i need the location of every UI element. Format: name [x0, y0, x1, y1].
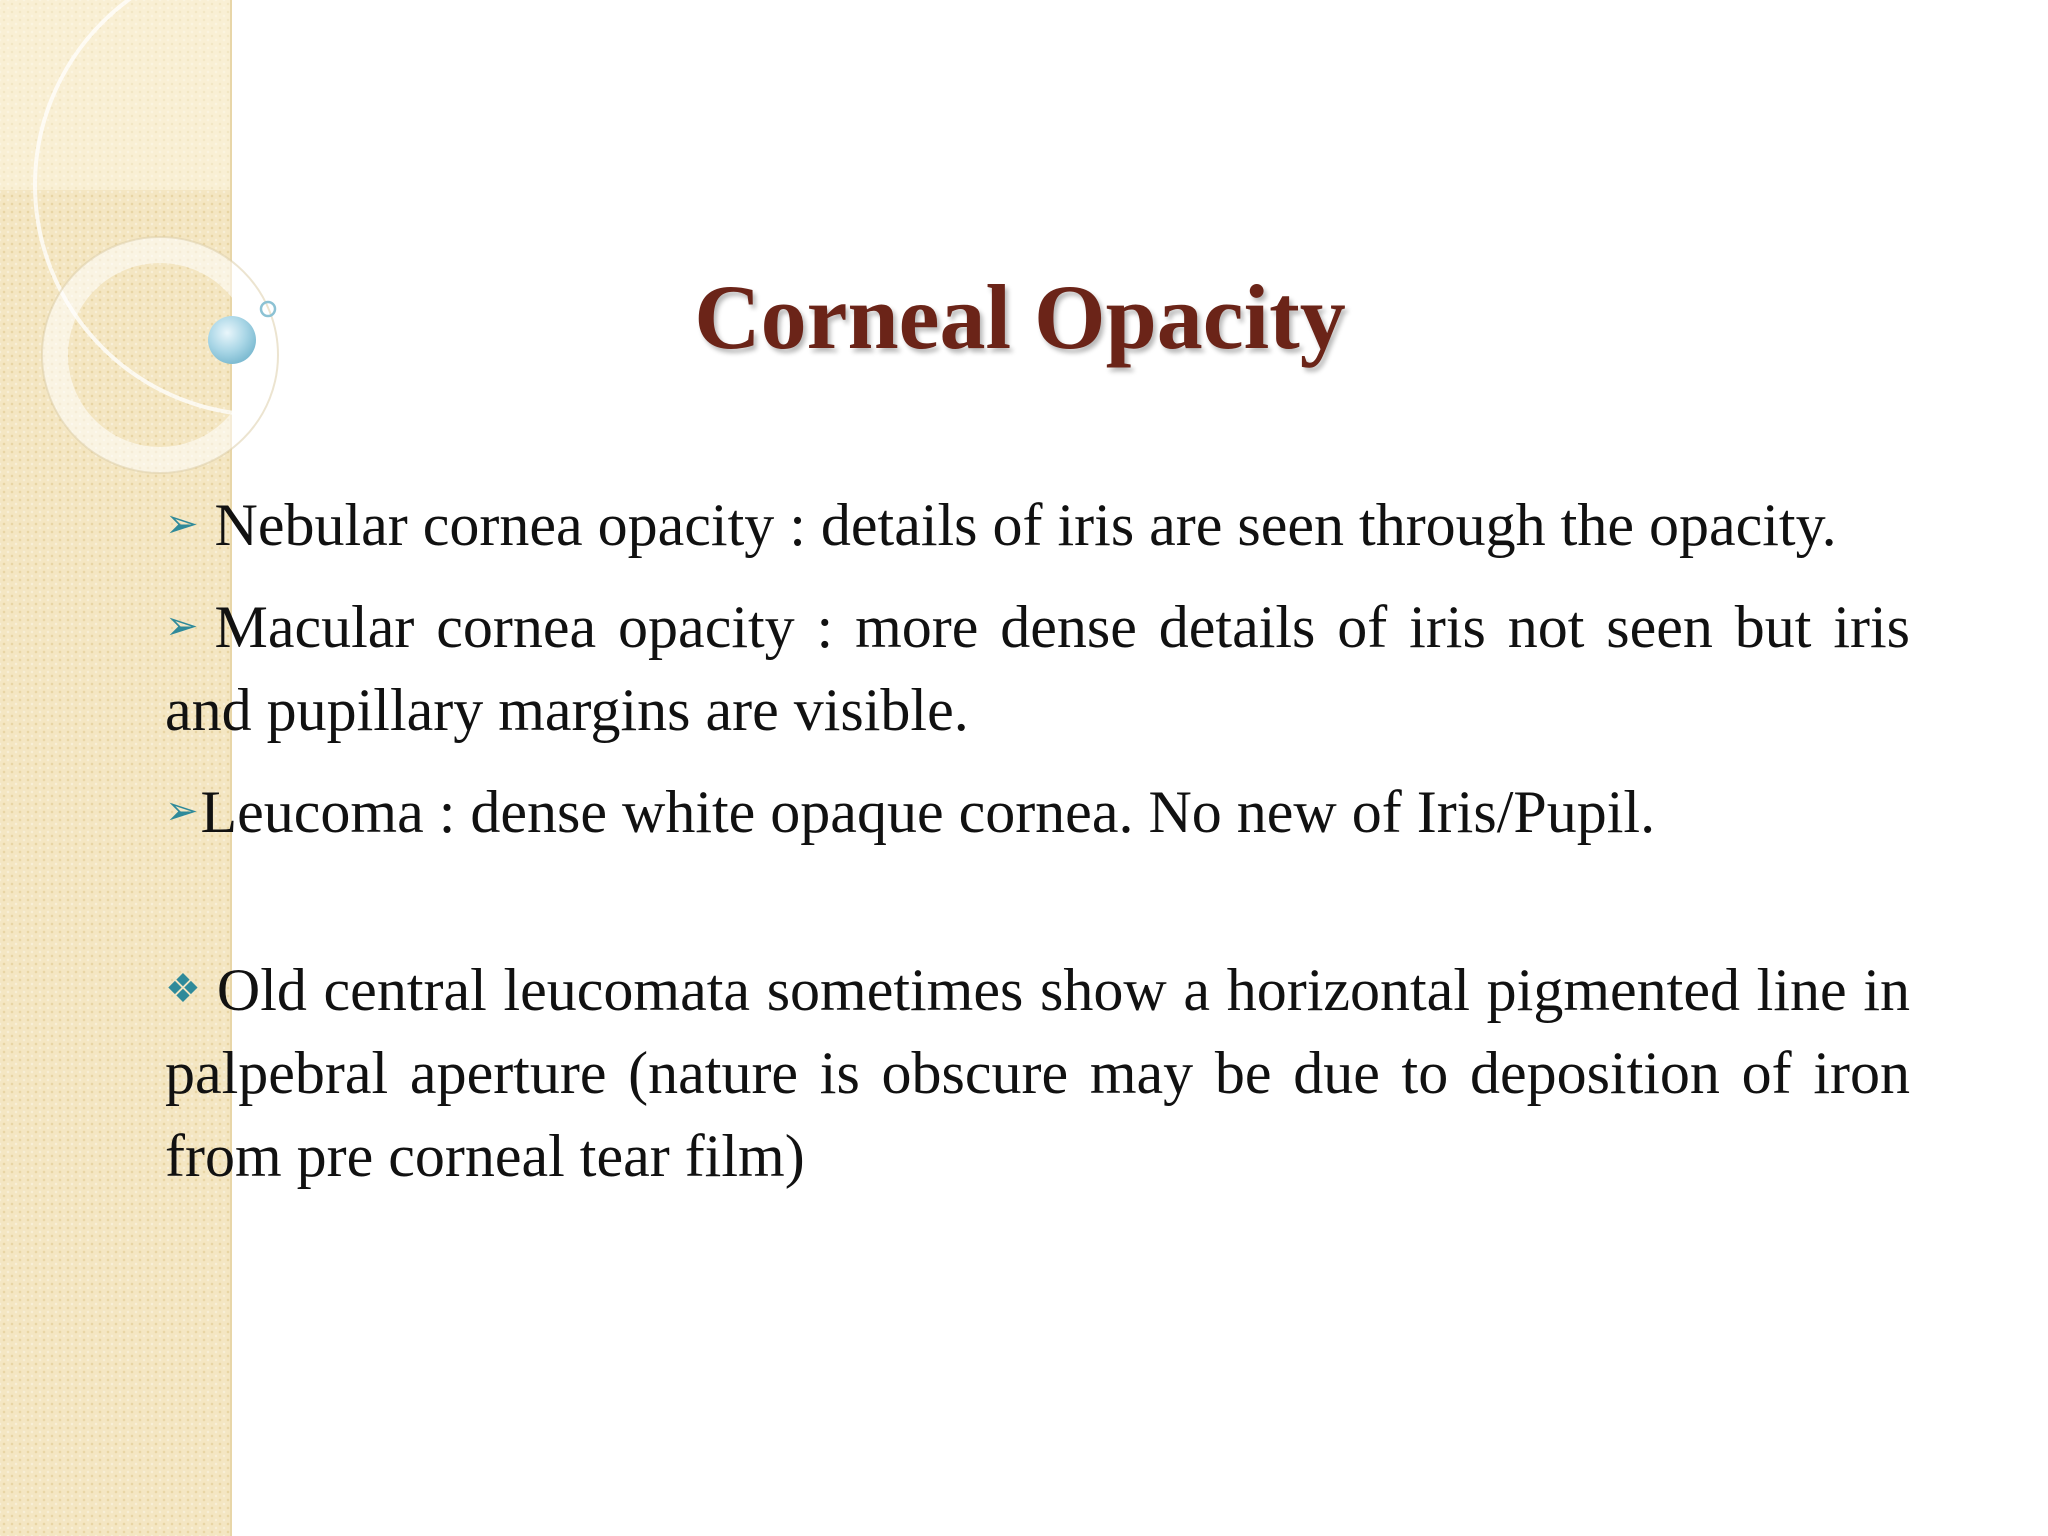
- arrow-bullet-icon: ➢: [165, 603, 199, 648]
- slide-content: [165, 482, 1910, 1215]
- arrow-bullet-icon: ➢: [165, 501, 199, 546]
- slide-title: Corneal Opacity: [694, 266, 1346, 368]
- bullet-text: Nebular cornea opacity : details of iris are seen through the opacity.: [214, 492, 1837, 558]
- note-item-leucomata: [165, 947, 1910, 1198]
- bullet-item-leucoma: [165, 769, 1910, 854]
- blue-bubble: [208, 316, 256, 364]
- bullet-item-nebular: [165, 482, 1910, 567]
- decorative-rings: [0, 0, 330, 520]
- bullet-text: Leucoma : dense white opaque cornea. No new of Iris/Pupil.: [200, 779, 1656, 845]
- large-ring: [35, 0, 330, 415]
- arrow-bullet-icon: ➢: [165, 788, 199, 833]
- bullet-item-macular: [165, 584, 1910, 752]
- bullet-text: Macular cornea opacity : more dense details of iris not seen but iris and pupillary margins are visible.: [165, 594, 1910, 743]
- diamond-bullet-icon: ❖: [165, 966, 201, 1011]
- note-text: Old central leucomata sometimes show a horizontal pigmented line in palpebral aperture (nature is obscure may be due to deposition of iron from pre corneal tear film): [165, 957, 1910, 1189]
